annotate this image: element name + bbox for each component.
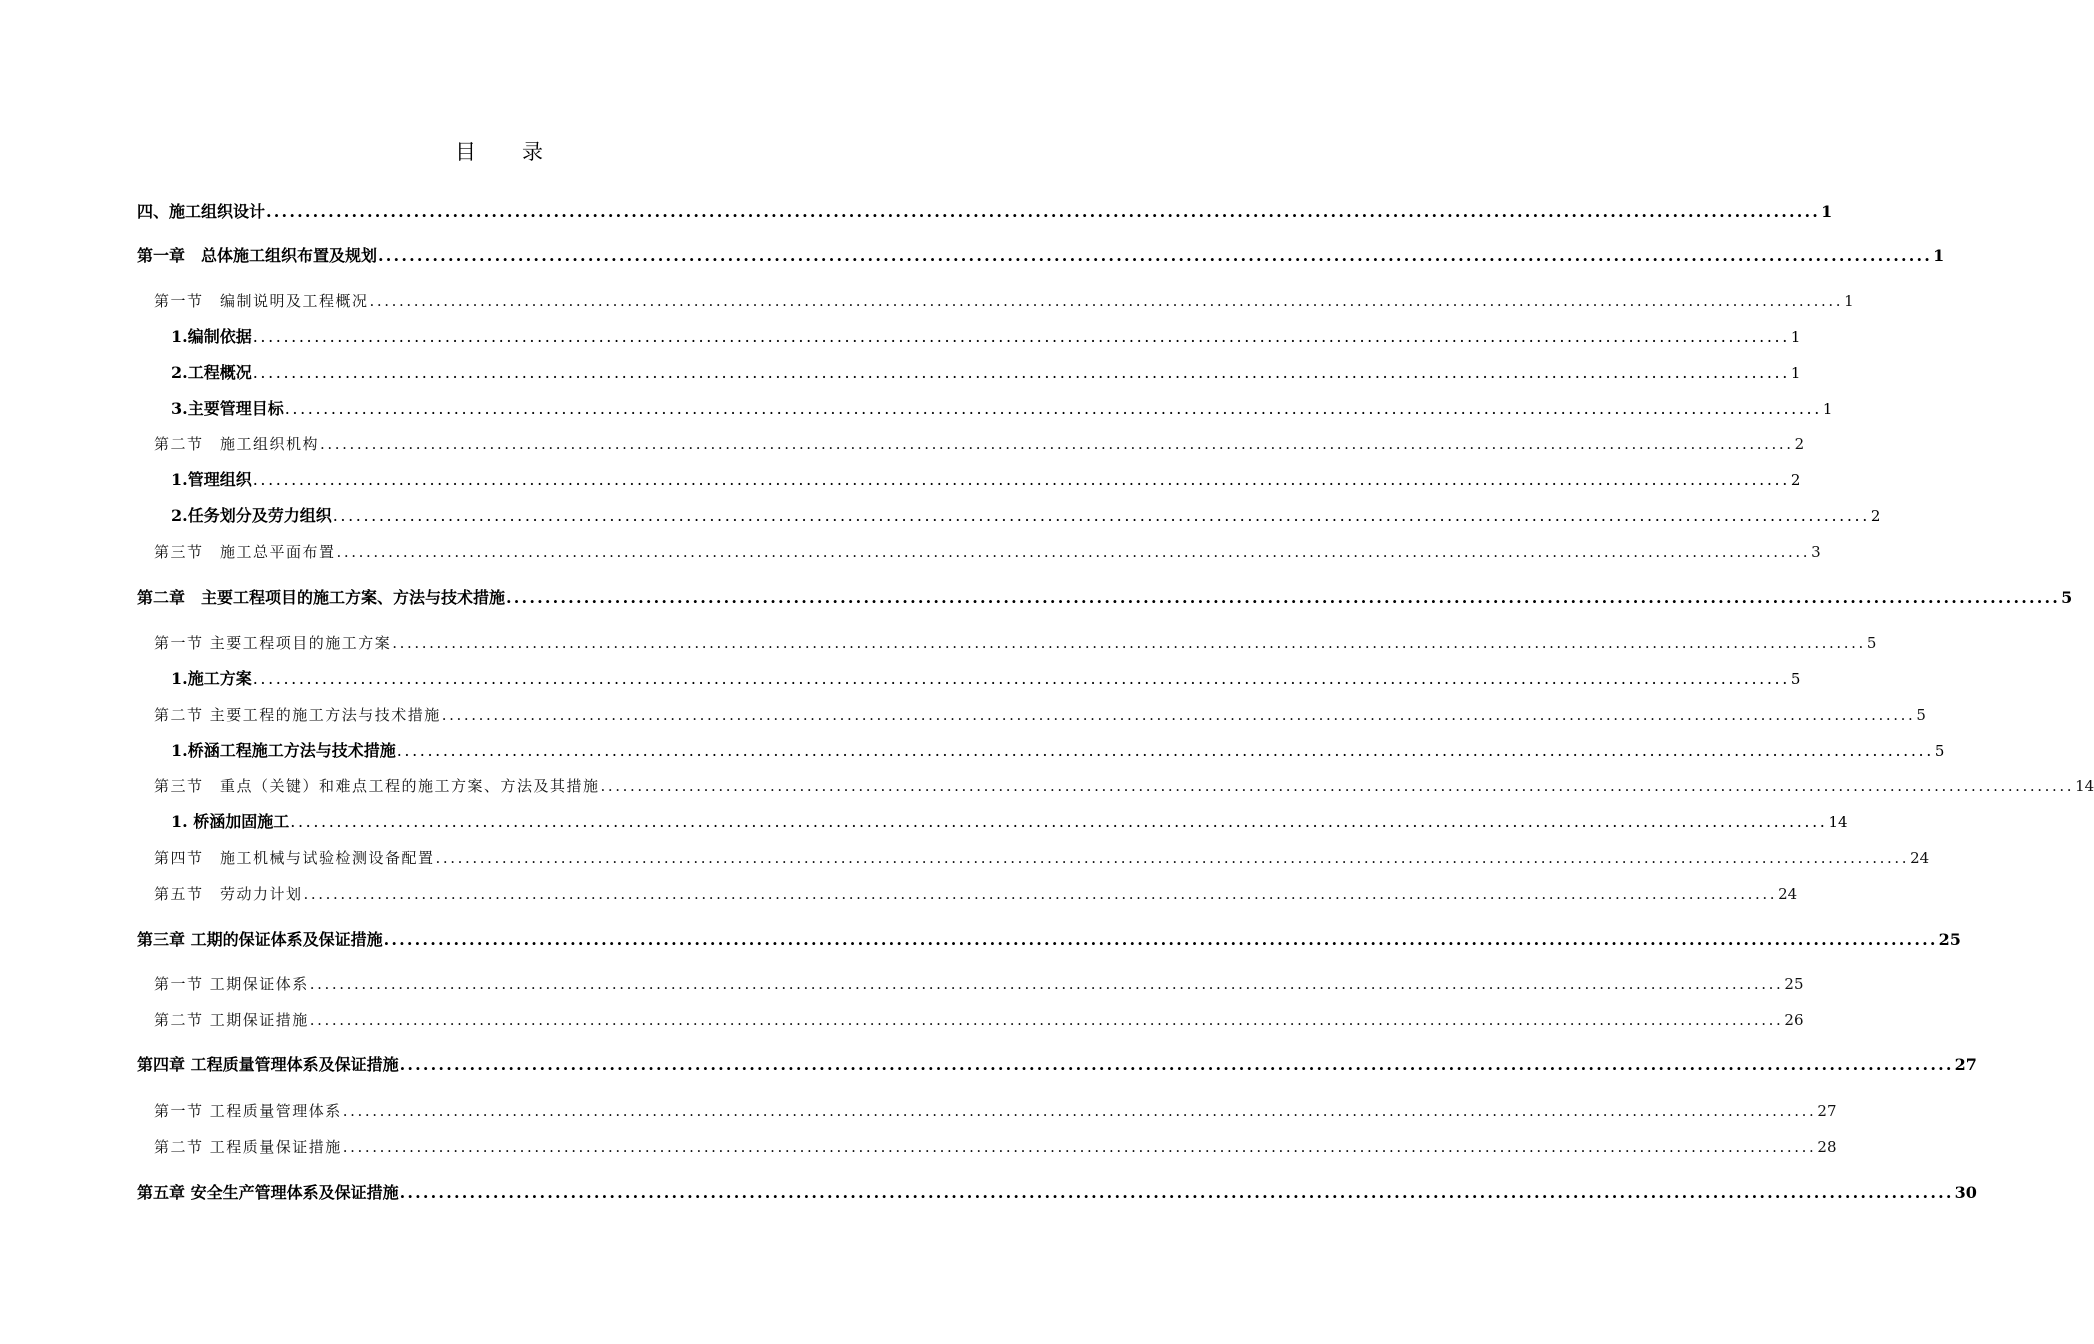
toc-entry-label: 四、施工组织设计 [137,202,266,221]
page-title [0,136,998,166]
toc-leader-dots: ........................................................................................................................................................................................................ [392,634,1866,652]
toc-entry [154,431,1805,457]
title-char-right: 录 [522,140,543,164]
toc-leader-dots: ........................................................................................................................................................................................................ [435,849,1910,867]
toc-entry [154,539,1821,565]
toc-leader-dots: ........................................................................................................................................................................................................ [342,1102,1817,1120]
toc-page-number: 5 [1866,634,1877,652]
toc-entry [154,1098,1837,1124]
toc-leader-dots: ........................................................................................................................................................................................................ [332,506,1870,525]
toc-entry [154,881,1798,907]
toc-leader-dots: ........................................................................................................................................................................................................ [378,246,1933,265]
toc-entry-label: 第二节 工期保证措施 [154,1011,309,1029]
toc-leader-dots: ........................................................................................................................................................................................................ [309,1011,1784,1029]
toc-entry-label: 1.编制依据 [171,327,252,346]
toc-page-number: 14 [2075,777,2094,795]
toc-leader-dots: ........................................................................................................................................................................................................ [369,292,1844,310]
toc-leader-dots: ........................................................................................................................................................................................................ [336,543,1811,561]
toc-entry [137,199,1833,225]
toc-page-number: 5 [1934,742,1945,760]
toc-entry-label: 1.桥涵工程施工方法与技术措施 [171,741,396,760]
toc-page-number: 27 [1817,1102,1837,1120]
toc-entry-label: 第五节 劳动力计划 [154,885,303,903]
toc-entry [137,243,1945,269]
toc-entry-label: 第一节 主要工程项目的施工方案 [154,634,392,652]
toc-page-number: 1 [1822,400,1833,418]
toc-entry-label: 第一节 编制说明及工程概况 [154,292,369,310]
toc-page-number: 5 [2061,588,2073,607]
toc-page-number: 27 [1954,1055,1977,1074]
toc-entry-label: 第二章 主要工程项目的施工方案、方法与技术措施 [137,588,506,607]
toc-page-number: 5 [1916,706,1926,724]
toc-entry [171,666,1801,692]
toc-page-number: 14 [1828,813,1848,831]
toc-entry-label: 1. 桥涵加固施工 [171,812,290,831]
toc-leader-dots: ........................................................................................................................................................................................................ [600,777,2075,795]
toc-entry-label: 2.任务划分及劳力组织 [171,506,332,525]
toc-leader-dots: ........................................................................................................................................................................................................ [399,1183,1954,1202]
toc-entry [154,288,1854,314]
toc-page-number: 24 [1910,849,1930,867]
toc-entry [154,971,1804,997]
toc-entry [154,845,1930,871]
toc-leader-dots: ........................................................................................................................................................................................................ [303,885,1778,903]
toc-entry [154,1134,1837,1160]
toc-entry-label: 第三节 重点（关键）和难点工程的施工方案、方法及其措施 [154,777,600,795]
toc-entry [137,1180,1977,1206]
toc-leader-dots: ........................................................................................................................................................................................................ [290,812,1828,831]
toc-leader-dots: ........................................................................................................................................................................................................ [252,327,1790,346]
toc-entry [137,1052,1977,1078]
toc-entry-label: 第二节 施工组织机构 [154,435,320,453]
toc-page-number: 1 [1844,292,1854,310]
toc-page-number: 2 [1794,435,1805,453]
toc-page-number: 25 [1784,975,1804,993]
toc-entry [171,503,1881,529]
toc-leader-dots: ........................................................................................................................................................................................................ [252,470,1790,489]
toc-leader-dots: ........................................................................................................................................................................................................ [506,588,2061,607]
toc-leader-dots: ........................................................................................................................................................................................................ [309,975,1784,993]
toc-page-number: 30 [1954,1183,1977,1202]
toc-page-number: 2 [1790,471,1801,489]
toc-entry-label: 第四节 施工机械与试验检测设备配置 [154,849,435,867]
toc-page-number: 1 [1821,202,1833,221]
toc-leader-dots: ........................................................................................................................................................................................................ [252,669,1790,688]
toc-entry [154,702,1926,728]
toc-entry-label: 第一节 工期保证体系 [154,975,309,993]
toc-page-number: 24 [1778,885,1798,903]
toc-entry-label: 第四章 工程质量管理体系及保证措施 [137,1055,399,1074]
toc-entry-label: 第一章 总体施工组织布置及规划 [137,246,378,265]
toc-leader-dots: ........................................................................................................................................................................................................ [252,363,1790,382]
toc-entry-label: 第三章 工期的保证体系及保证措施 [137,930,383,949]
toc-entry-label: 第三节 施工总平面布置 [154,543,336,561]
toc-leader-dots: ........................................................................................................................................................................................................ [320,435,1794,453]
toc-leader-dots: ........................................................................................................................................................................................................ [441,706,1916,724]
toc-entry [171,809,1848,835]
toc-leader-dots: ........................................................................................................................................................................................................ [399,1055,1954,1074]
toc-entry [154,630,1877,656]
toc-page-number: 1 [1790,328,1801,346]
toc-page-number: 1 [1933,246,1945,265]
toc-entry [137,585,2073,611]
toc-entry [137,927,1961,953]
toc-leader-dots: ........................................................................................................................................................................................................ [284,399,1822,418]
toc-page-number: 1 [1790,364,1801,382]
toc-entry [171,396,1833,422]
toc-entry-label: 第五章 安全生产管理体系及保证措施 [137,1183,399,1202]
toc-entry-label: 1.管理组织 [171,470,252,489]
toc-page-number: 2 [1870,507,1881,525]
toc-page-number: 28 [1817,1138,1837,1156]
toc-entry-label: 第二节 工程质量保证措施 [154,1138,342,1156]
toc-entry-label: 第二节 主要工程的施工方法与技术措施 [154,706,441,724]
toc-leader-dots: ........................................................................................................................................................................................................ [396,741,1934,760]
toc-entry-label: 2.工程概况 [171,363,252,382]
title-char-left: 目 [455,140,476,164]
toc-page-number: 25 [1938,930,1961,949]
toc-entry [171,467,1801,493]
toc-leader-dots: ........................................................................................................................................................................................................ [342,1138,1817,1156]
toc-entry [171,360,1801,386]
toc-page-number: 5 [1790,670,1801,688]
toc-entry-label: 第一节 工程质量管理体系 [154,1102,342,1120]
toc-entry [154,1007,1804,1033]
toc-entry [154,773,2094,799]
toc-entry [171,738,1945,764]
toc-leader-dots: ........................................................................................................................................................................................................ [383,930,1938,949]
toc-leader-dots: ........................................................................................................................................................................................................ [266,202,1821,221]
toc-entry [171,324,1801,350]
toc-entry-label: 1.施工方案 [171,669,252,688]
toc-page-number: 26 [1784,1011,1804,1029]
toc-page-number: 3 [1811,543,1821,561]
toc-entry-label: 3.主要管理目标 [171,399,284,418]
